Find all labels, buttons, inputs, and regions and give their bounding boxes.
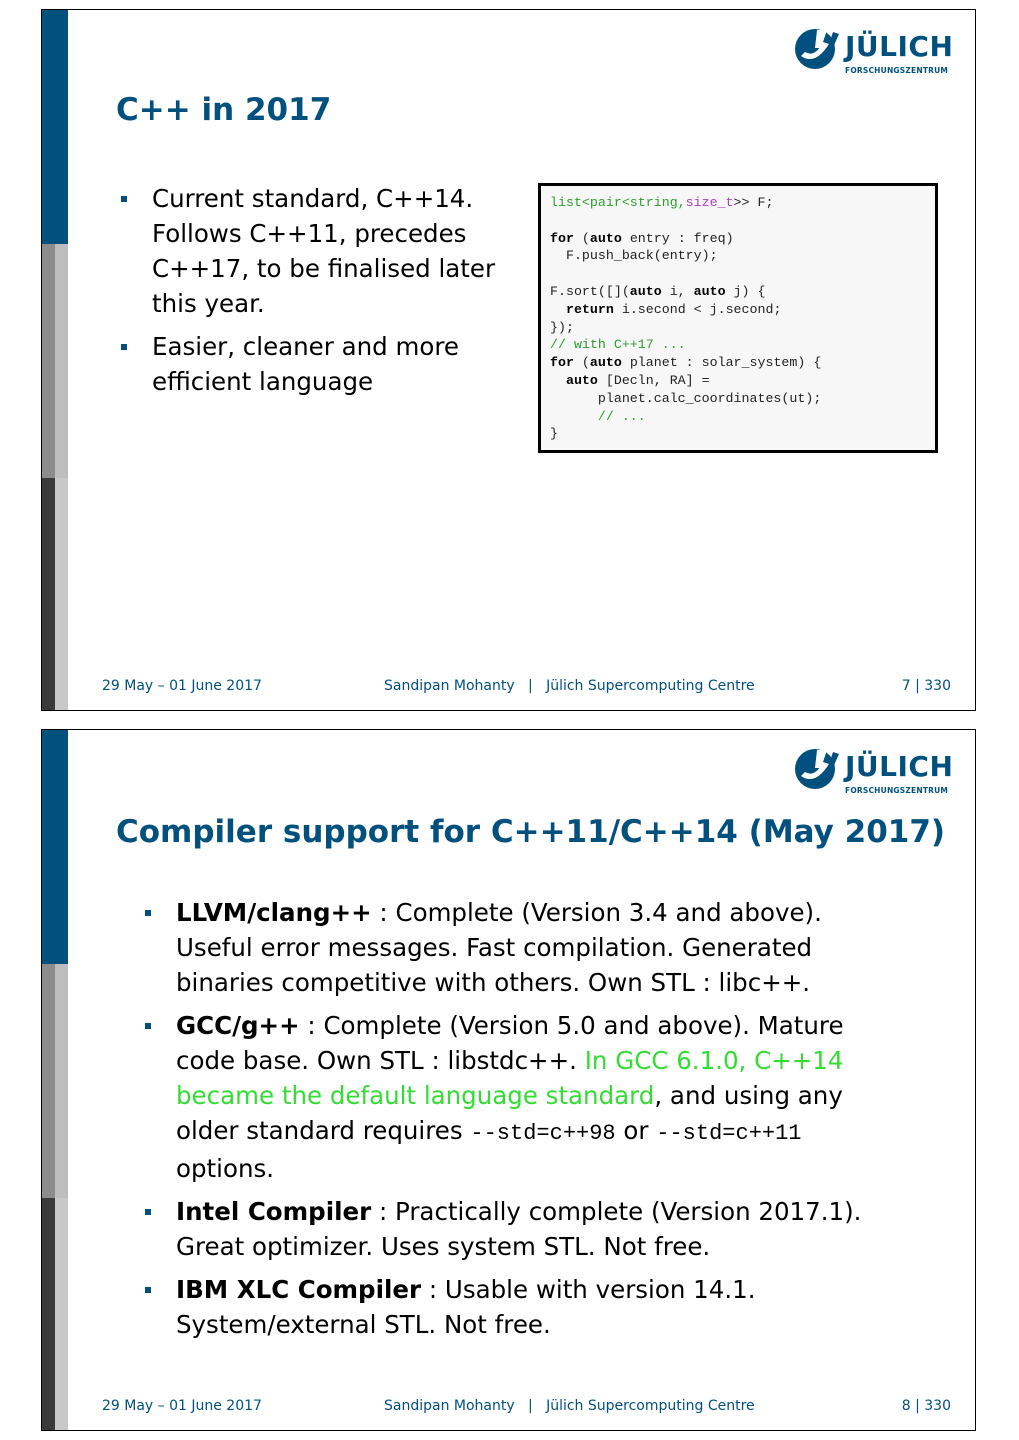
logo-wordmark: JÜLICH [845, 30, 954, 63]
footer-page-number: 7 | 330 [901, 678, 951, 694]
highlight-text: In GCC 6.1.0, C++14 became the default language standard [176, 1046, 844, 1110]
side-bar-blue [42, 730, 55, 964]
bullet-square-icon [121, 344, 127, 350]
bullet-square-icon [145, 1209, 151, 1215]
side-bar-gray-2 [55, 244, 68, 478]
slide-8 [41, 729, 976, 1431]
footer-date: 29 May – 01 June 2017 [102, 1398, 262, 1414]
compiler-desc: : Complete (Version 3.4 and above). Useful error messages. Fast compilation. Generated binaries competitive with others. Own STL : libc++. [176, 898, 822, 997]
slide-7 [41, 9, 976, 711]
option-code: --std=c++11 [656, 1121, 802, 1146]
side-bar-light [55, 478, 68, 711]
compiler-desc-cont: , and using any older standard requires [176, 1081, 843, 1145]
julich-logo [793, 22, 953, 78]
side-bar-dark [42, 478, 55, 711]
side-bar-blue-2 [55, 730, 68, 964]
compiler-desc: : Usable with version 14.1. System/external STL. Not free. [176, 1275, 756, 1339]
bullet-square-icon [145, 1287, 151, 1293]
compiler-list [142, 895, 902, 1350]
compiler-desc-or: or [615, 1116, 657, 1145]
compiler-name: Intel Compiler [176, 1197, 372, 1226]
compiler-name: LLVM/clang++ [176, 898, 372, 927]
bullet-square-icon [145, 1023, 151, 1029]
side-bar-dark [42, 1198, 55, 1431]
compiler-item [142, 1008, 902, 1186]
code-listing: list<pair<string,size_t>> F; for (auto entry : freq) F.push_back(entry); F.sort([](auto i, auto j) { return i.second < j.second; }); // with C++17 ... for (auto planet : solar_system) { auto [Decln, RA] = planet.calc_coordinates(ut); // ... } [550, 195, 822, 442]
julich-logo-icon [793, 746, 841, 792]
compiler-name: GCC/g++ [176, 1011, 300, 1040]
side-bar-gray [42, 244, 55, 478]
compiler-desc: : Complete (Version 5.0 and above). Mature code base. Own STL : libstdc++. [176, 1011, 844, 1075]
side-bar-blue [42, 10, 55, 244]
bullet-square-icon [145, 910, 151, 916]
option-code: --std=c++98 [470, 1121, 616, 1146]
side-bar-light [55, 1198, 68, 1431]
compiler-item [142, 1194, 902, 1264]
bullet-text: Current standard, C++14. Follows C++11, precedes C++17, to be finalised later this year. [152, 184, 496, 318]
julich-logo [793, 742, 953, 798]
footer-author: Sandipan Mohanty | Jülich Supercomputing Centre [384, 1398, 755, 1414]
logo-wordmark: JÜLICH [845, 750, 954, 783]
side-bar-gray-2 [55, 964, 68, 1198]
footer-page-number: 8 | 330 [901, 1398, 951, 1414]
julich-logo-icon [793, 26, 841, 72]
logo-subtitle: FORSCHUNGSZENTRUM [845, 66, 949, 75]
footer-date: 29 May – 01 June 2017 [102, 678, 262, 694]
compiler-desc-end: options. [176, 1154, 275, 1183]
bullet-square-icon [121, 196, 127, 202]
compiler-desc: : Practically complete (Version 2017.1). Great optimizer. Uses system STL. Not free. [176, 1197, 862, 1261]
compiler-name: IBM XLC Compiler [176, 1275, 422, 1304]
bullet-item [118, 329, 498, 399]
side-bar-blue-2 [55, 10, 68, 244]
slide-title: C++ in 2017 [116, 92, 332, 128]
code-block [538, 183, 938, 453]
bullet-list [118, 181, 498, 407]
compiler-item [142, 1272, 902, 1342]
footer-author: Sandipan Mohanty | Jülich Supercomputing Centre [384, 678, 755, 694]
side-bar-gray [42, 964, 55, 1198]
compiler-item [142, 895, 902, 1000]
bullet-item [118, 181, 498, 321]
logo-subtitle: FORSCHUNGSZENTRUM [845, 786, 949, 795]
slide-title: Compiler support for C++11/C++14 (May 2017) [116, 814, 946, 850]
bullet-text: Easier, cleaner and more efficient language [152, 332, 459, 396]
